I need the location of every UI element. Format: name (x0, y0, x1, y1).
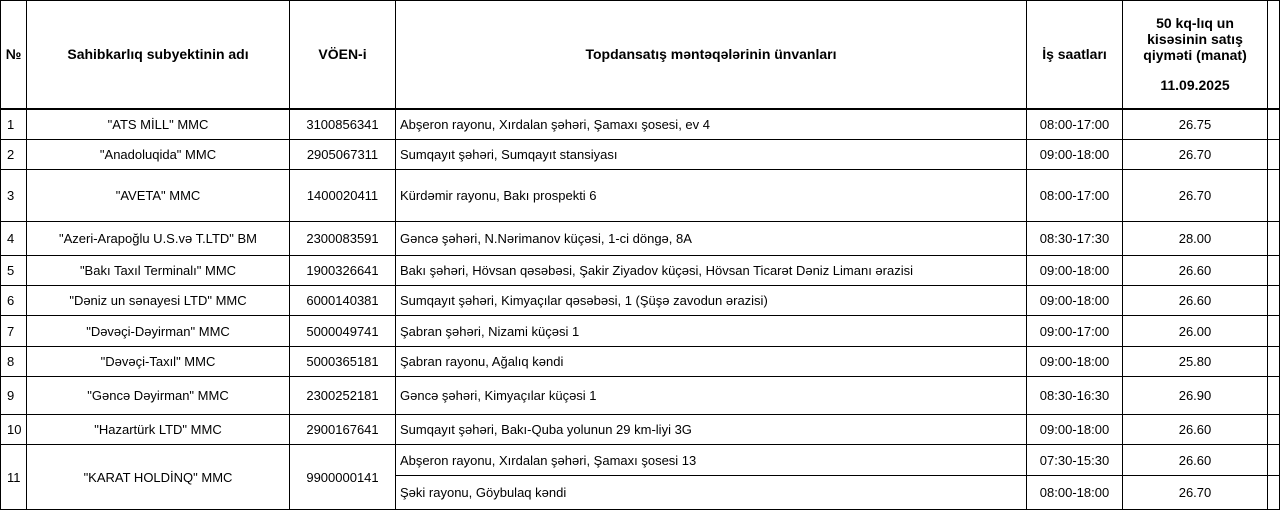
row-num: 2 (1, 140, 27, 170)
row-price: 26.00 (1123, 316, 1268, 347)
row-num: 3 (1, 170, 27, 222)
row-price: 26.75 (1123, 109, 1268, 140)
header-hours: İş saatları (1027, 1, 1123, 109)
row-num: 8 (1, 347, 27, 377)
row-address: Kürdəmir rayonu, Bakı prospekti 6 (396, 170, 1027, 222)
table-row (1, 377, 1280, 415)
row-extra (1268, 140, 1280, 170)
table-row (1, 140, 1280, 170)
table-row (1, 222, 1280, 256)
row-name: "Hazartürk LTD" MMC (27, 415, 290, 445)
row-num: 10 (1, 415, 27, 445)
header-price-line1: 50 kq-lıq un (1156, 15, 1234, 32)
row-name: "Dəvəçi-Dəyirman" MMC (27, 316, 290, 347)
row-extra (1268, 316, 1280, 347)
row-voen: 2900167641 (290, 415, 396, 445)
row-name: "Dəvəçi-Taxıl" MMC (27, 347, 290, 377)
table-row (1, 316, 1280, 347)
row-hours: 08:30-17:30 (1027, 222, 1123, 256)
row-num: 1 (1, 109, 27, 140)
table-row (1, 170, 1280, 222)
table-row (1, 347, 1280, 377)
row-extra (1268, 415, 1280, 445)
row-hours: 08:00-18:00 (1027, 476, 1123, 510)
row-hours: 09:00-18:00 (1027, 140, 1123, 170)
row-hours: 09:00-18:00 (1027, 347, 1123, 377)
row-name: "Bakı Taxıl Terminalı" MMC (27, 256, 290, 286)
table-row (1, 445, 1280, 476)
row-extra (1268, 347, 1280, 377)
header-price-line3: qiyməti (manat) (1143, 47, 1247, 64)
header-extra (1268, 1, 1280, 109)
row-hours: 09:00-18:00 (1027, 256, 1123, 286)
row-voen: 5000365181 (290, 347, 396, 377)
row-price: 26.70 (1123, 170, 1268, 222)
row-name: "Azeri-Arapoğlu U.S.və T.LTD" BM (27, 222, 290, 256)
row-extra (1268, 222, 1280, 256)
row-num: 9 (1, 377, 27, 415)
row-price: 26.70 (1123, 140, 1268, 170)
row-address: Sumqayıt şəhəri, Sumqayıt stansiyası (396, 140, 1027, 170)
row-address: Abşeron rayonu, Xırdalan şəhəri, Şamaxı şosesi 13 (396, 445, 1027, 476)
row-num: 4 (1, 222, 27, 256)
row-price: 26.60 (1123, 256, 1268, 286)
row-hours: 08:00-17:00 (1027, 170, 1123, 222)
row-voen: 9900000141 (290, 445, 396, 510)
table-row (1, 286, 1280, 316)
row-hours: 07:30-15:30 (1027, 445, 1123, 476)
row-address: Şabran şəhəri, Nizami küçəsi 1 (396, 316, 1027, 347)
row-extra (1268, 476, 1280, 510)
table-row (1, 256, 1280, 286)
row-voen: 2905067311 (290, 140, 396, 170)
row-name: "Gəncə Dəyirman" MMC (27, 377, 290, 415)
row-extra (1268, 445, 1280, 476)
row-voen: 5000049741 (290, 316, 396, 347)
row-price: 26.60 (1123, 415, 1268, 445)
row-price: 26.70 (1123, 476, 1268, 510)
header-voen: VÖEN-i (290, 1, 396, 109)
row-hours: 09:00-17:00 (1027, 316, 1123, 347)
row-name: "Dəniz un sənayesi LTD" MMC (27, 286, 290, 316)
header-row (1, 1, 1280, 109)
row-price: 26.60 (1123, 286, 1268, 316)
row-num: 11 (1, 445, 27, 510)
row-name: "AVETA" MMC (27, 170, 290, 222)
row-hours: 08:00-17:00 (1027, 109, 1123, 140)
header-price-line2: kisəsinin satış (1147, 31, 1243, 48)
row-address: Sumqayıt şəhəri, Bakı-Quba yolunun 29 km-liyi 3G (396, 415, 1027, 445)
row-num: 6 (1, 286, 27, 316)
row-price: 28.00 (1123, 222, 1268, 256)
row-address: Sumqayıt şəhəri, Kimyaçılar qəsəbəsi, 1 (Şüşə zavodun ərazisi) (396, 286, 1027, 316)
row-extra (1268, 256, 1280, 286)
row-voen: 1400020411 (290, 170, 396, 222)
row-voen: 3100856341 (290, 109, 396, 140)
row-hours: 09:00-18:00 (1027, 286, 1123, 316)
row-hours: 09:00-18:00 (1027, 415, 1123, 445)
header-address: Topdansatış məntəqələrinin ünvanları (396, 1, 1027, 109)
row-extra (1268, 286, 1280, 316)
header-price-date: 11.09.2025 (1160, 77, 1230, 94)
header-price (1123, 1, 1268, 109)
row-address: Abşeron rayonu, Xırdalan şəhəri, Şamaxı şosesi, ev 4 (396, 109, 1027, 140)
row-address: Gəncə şəhəri, Kimyaçılar küçəsi 1 (396, 377, 1027, 415)
row-extra (1268, 170, 1280, 222)
table-row (1, 109, 1280, 140)
row-extra (1268, 109, 1280, 140)
row-voen: 6000140381 (290, 286, 396, 316)
row-name: "KARAT HOLDİNQ" MMC (27, 445, 290, 510)
row-address: Şabran rayonu, Ağalıq kəndi (396, 347, 1027, 377)
row-price: 25.80 (1123, 347, 1268, 377)
row-num: 7 (1, 316, 27, 347)
table-row (1, 415, 1280, 445)
row-voen: 2300252181 (290, 377, 396, 415)
row-voen: 1900326641 (290, 256, 396, 286)
row-voen: 2300083591 (290, 222, 396, 256)
header-name: Sahibkarlıq subyektinin adı (27, 1, 290, 109)
row-name: "Anadoluqida" MMC (27, 140, 290, 170)
row-address: Bakı şəhəri, Hövsan qəsəbəsi, Şakir Ziyadov küçəsi, Hövsan Ticarət Dəniz Limanı ərazisi (396, 256, 1027, 286)
row-address: Şəki rayonu, Göybulaq kəndi (396, 476, 1027, 510)
header-num: № (1, 1, 27, 109)
row-extra (1268, 377, 1280, 415)
row-address: Gəncə şəhəri, N.Nərimanov küçəsi, 1-ci döngə, 8A (396, 222, 1027, 256)
row-price: 26.60 (1123, 445, 1268, 476)
row-num: 5 (1, 256, 27, 286)
row-price: 26.90 (1123, 377, 1268, 415)
row-hours: 08:30-16:30 (1027, 377, 1123, 415)
row-name: "ATS MİLL" MMC (27, 109, 290, 140)
